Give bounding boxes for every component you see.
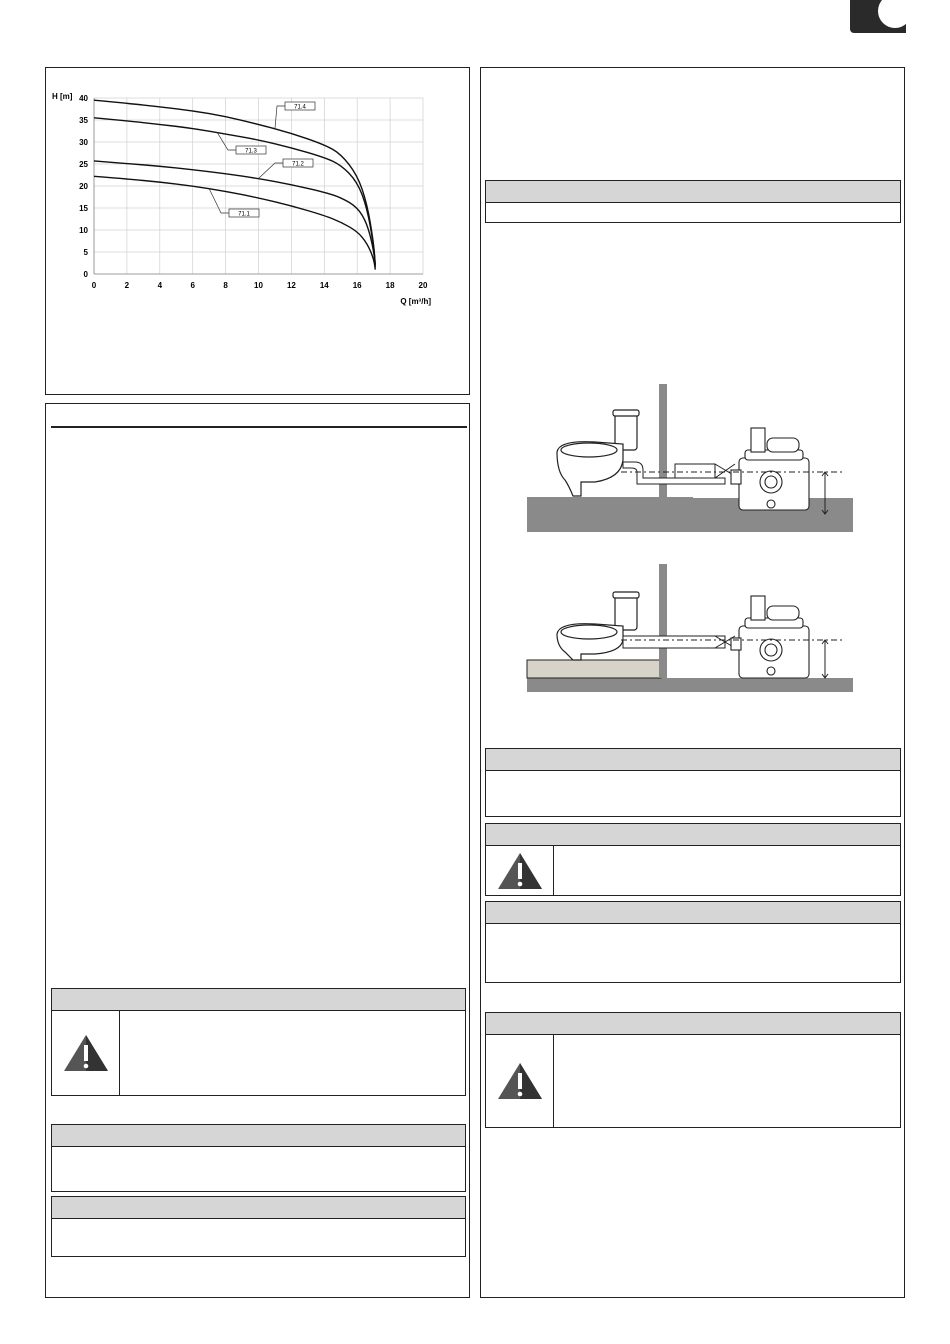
x-tick-label: 18 (385, 281, 395, 290)
series-label: 71.4 (294, 104, 306, 111)
warning-box-right-2 (485, 1012, 901, 1128)
warning-icon-cell (486, 1035, 554, 1127)
warning-triangle-icon (497, 851, 543, 891)
chapter-tab (850, 0, 906, 33)
series-label: 71.1 (238, 211, 250, 218)
warning-box-left (51, 988, 466, 1096)
note-box-header (486, 749, 900, 771)
header-box-header (486, 181, 900, 203)
installation-diagram-1 (525, 380, 855, 535)
left-text-panel (45, 403, 470, 1298)
y-tick-label: 10 (79, 226, 88, 235)
note-box-header (52, 1125, 465, 1147)
right-text-panel (480, 67, 905, 1298)
warning-icon-cell (486, 846, 554, 895)
drain-pipe (623, 636, 725, 648)
wall (659, 564, 667, 678)
section-rule (51, 426, 467, 428)
series-line (94, 100, 375, 265)
y-tick-label: 35 (79, 116, 88, 125)
warning-triangle-icon (497, 1061, 543, 1101)
series-label: 71.3 (245, 148, 257, 155)
pump-curve-panel (45, 67, 470, 395)
series-line (94, 118, 375, 265)
x-tick-label: 16 (352, 281, 362, 290)
warning-icon-cell (52, 1011, 120, 1095)
toilet (557, 592, 639, 660)
x-tick-label: 6 (190, 281, 195, 290)
note-box-right-2 (485, 901, 901, 983)
inlet-pipe (675, 464, 715, 478)
y-tick-label: 40 (79, 94, 88, 103)
series-callout-line (209, 189, 229, 213)
note-box-left-2 (51, 1196, 466, 1257)
x-tick-label: 2 (124, 281, 130, 290)
series-label: 71.2 (292, 161, 304, 168)
note-box-header (52, 1197, 465, 1219)
y-tick-label: 25 (79, 160, 88, 169)
installation-diagram-2 (525, 560, 855, 695)
y-axis-label: H [m] (52, 92, 73, 101)
x-tick-label: 12 (286, 281, 296, 290)
toilet (557, 410, 639, 496)
header-box-top (485, 180, 901, 223)
series-line (94, 176, 375, 269)
warning-box-header (486, 824, 900, 846)
x-tick-label: 14 (319, 281, 329, 290)
warning-box-header (52, 989, 465, 1011)
warning-box-right-1 (485, 823, 901, 896)
raised-platform (527, 660, 661, 678)
series-callout-line (275, 106, 285, 129)
note-box-left-1 (51, 1124, 466, 1192)
y-tick-label: 20 (79, 182, 88, 191)
lifting-station (731, 596, 809, 678)
x-tick-label: 10 (254, 281, 263, 290)
floor (527, 678, 853, 692)
note-box-header (486, 902, 900, 924)
x-axis-label: Q [m³/h] (400, 297, 431, 306)
warning-triangle-icon (63, 1033, 109, 1073)
lifting-station (731, 428, 809, 510)
x-tick-label: 0 (91, 281, 97, 290)
y-tick-label: 15 (79, 204, 88, 213)
y-tick-label: 0 (83, 270, 88, 279)
series-callout-line (259, 163, 284, 179)
y-tick-label: 5 (83, 248, 88, 257)
x-tick-label: 8 (223, 281, 228, 290)
pump-curve-chart (46, 68, 469, 394)
note-box-right-1 (485, 748, 901, 817)
x-tick-label: 4 (157, 281, 163, 290)
warning-box-header (486, 1013, 900, 1035)
y-tick-label: 30 (79, 138, 88, 147)
x-tick-label: 20 (418, 281, 428, 290)
